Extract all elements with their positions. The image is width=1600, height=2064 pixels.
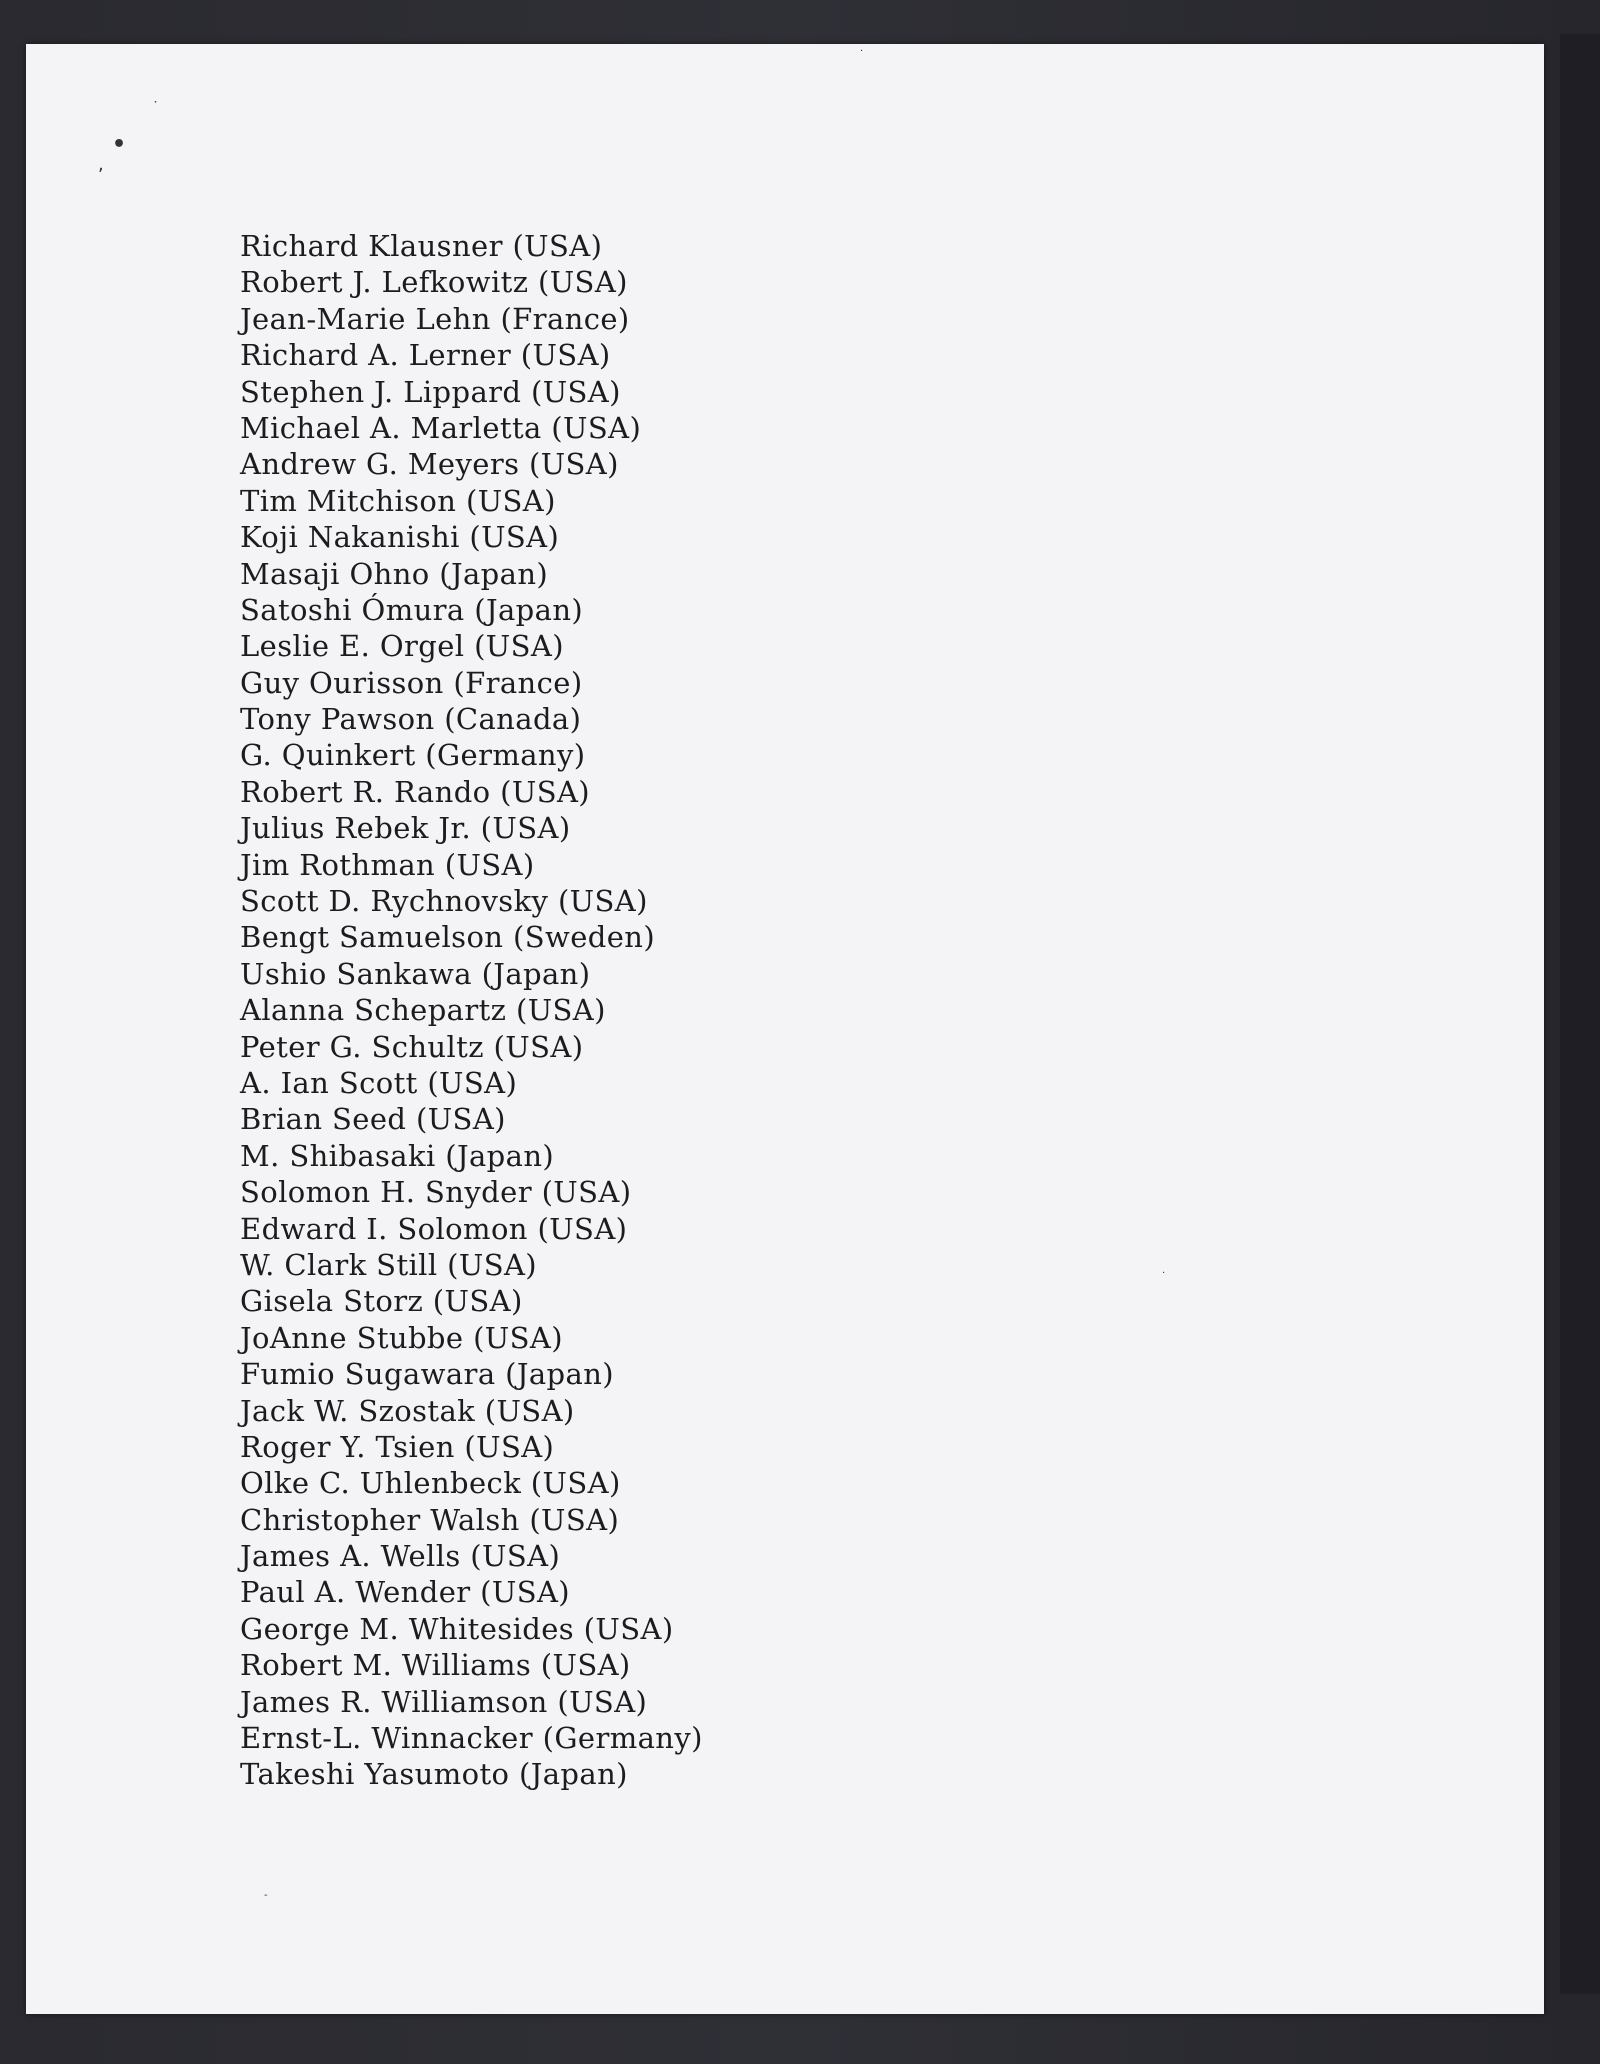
name-entry: George M. Whitesides (USA) [240, 1611, 674, 1646]
stray-mark: • [112, 132, 127, 157]
name-entry: Christopher Walsh (USA) [240, 1502, 620, 1537]
name-list [240, 228, 703, 1793]
name-entry: Michael A. Marletta (USA) [240, 410, 642, 445]
name-entry: Paul A. Wender (USA) [240, 1575, 571, 1610]
name-entry: Masaji Ohno (Japan) [240, 556, 549, 591]
name-entry: JoAnne Stubbe (USA) [240, 1320, 563, 1355]
stray-mark: , [98, 154, 104, 175]
name-entry: Scott D. Rychnovsky (USA) [240, 884, 648, 919]
name-entry: Edward I. Solomon (USA) [240, 1211, 628, 1246]
name-entry: Richard Klausner (USA) [240, 229, 603, 263]
name-entry: James A. Wells (USA) [240, 1539, 561, 1574]
name-entry: Bengt Samuelson (Sweden) [240, 920, 656, 955]
stray-dot: · [860, 46, 864, 57]
name-entry: Robert J. Lefkowitz (USA) [240, 265, 628, 300]
name-entry: Richard A. Lerner (USA) [240, 338, 611, 373]
name-entry: M. Shibasaki (Japan) [240, 1138, 555, 1173]
name-entry: Ernst-L. Winnacker (Germany) [240, 1721, 703, 1756]
name-entry: Andrew G. Meyers (USA) [240, 447, 619, 482]
name-entry: Fumio Sugawara (Japan) [240, 1357, 615, 1392]
name-entry: Takeshi Yasumoto (Japan) [240, 1757, 628, 1792]
name-entry: Leslie E. Orgel (USA) [240, 629, 564, 664]
name-entry: A. Ian Scott (USA) [240, 1065, 518, 1100]
name-entry: James R. Williamson (USA) [240, 1684, 648, 1719]
name-entry: Gisela Storz (USA) [240, 1284, 523, 1319]
name-entry: Roger Y. Tsien (USA) [240, 1429, 555, 1464]
name-entry: Alanna Schepartz (USA) [240, 993, 606, 1028]
name-entry: Tim Mitchison (USA) [240, 483, 556, 518]
name-entry: Julius Rebek Jr. (USA) [240, 811, 571, 846]
stray-dash: - [264, 1890, 268, 1901]
name-entry: Jean-Marie Lehn (France) [240, 301, 630, 336]
name-entry: Brian Seed (USA) [240, 1102, 506, 1137]
name-entry: Jack W. Szostak (USA) [240, 1393, 575, 1428]
name-entry: Robert M. Williams (USA) [240, 1648, 631, 1683]
stray-mark: ˙ [152, 100, 159, 116]
scan-right-edge [1560, 34, 1600, 1994]
name-entry: G. Quinkert (Germany) [240, 738, 586, 773]
name-entry: Koji Nakanishi (USA) [240, 520, 560, 555]
name-entry: Jim Rothman (USA) [240, 847, 535, 882]
name-entry: W. Clark Still (USA) [240, 1247, 538, 1282]
name-entry: Stephen J. Lippard (USA) [240, 374, 621, 409]
name-entry: Ushio Sankawa (Japan) [240, 956, 591, 991]
name-entry: Olke C. Uhlenbeck (USA) [240, 1466, 621, 1501]
name-entry: Robert R. Rando (USA) [240, 774, 591, 809]
name-entry: Guy Ourisson (France) [240, 665, 583, 700]
name-entry: Peter G. Schultz (USA) [240, 1029, 584, 1064]
name-entry: Satoshi Ómura (Japan) [240, 592, 584, 627]
name-entry: Tony Pawson (Canada) [240, 702, 582, 737]
name-entry: Solomon H. Snyder (USA) [240, 1175, 632, 1210]
stray-dot: · [1162, 1268, 1166, 1279]
